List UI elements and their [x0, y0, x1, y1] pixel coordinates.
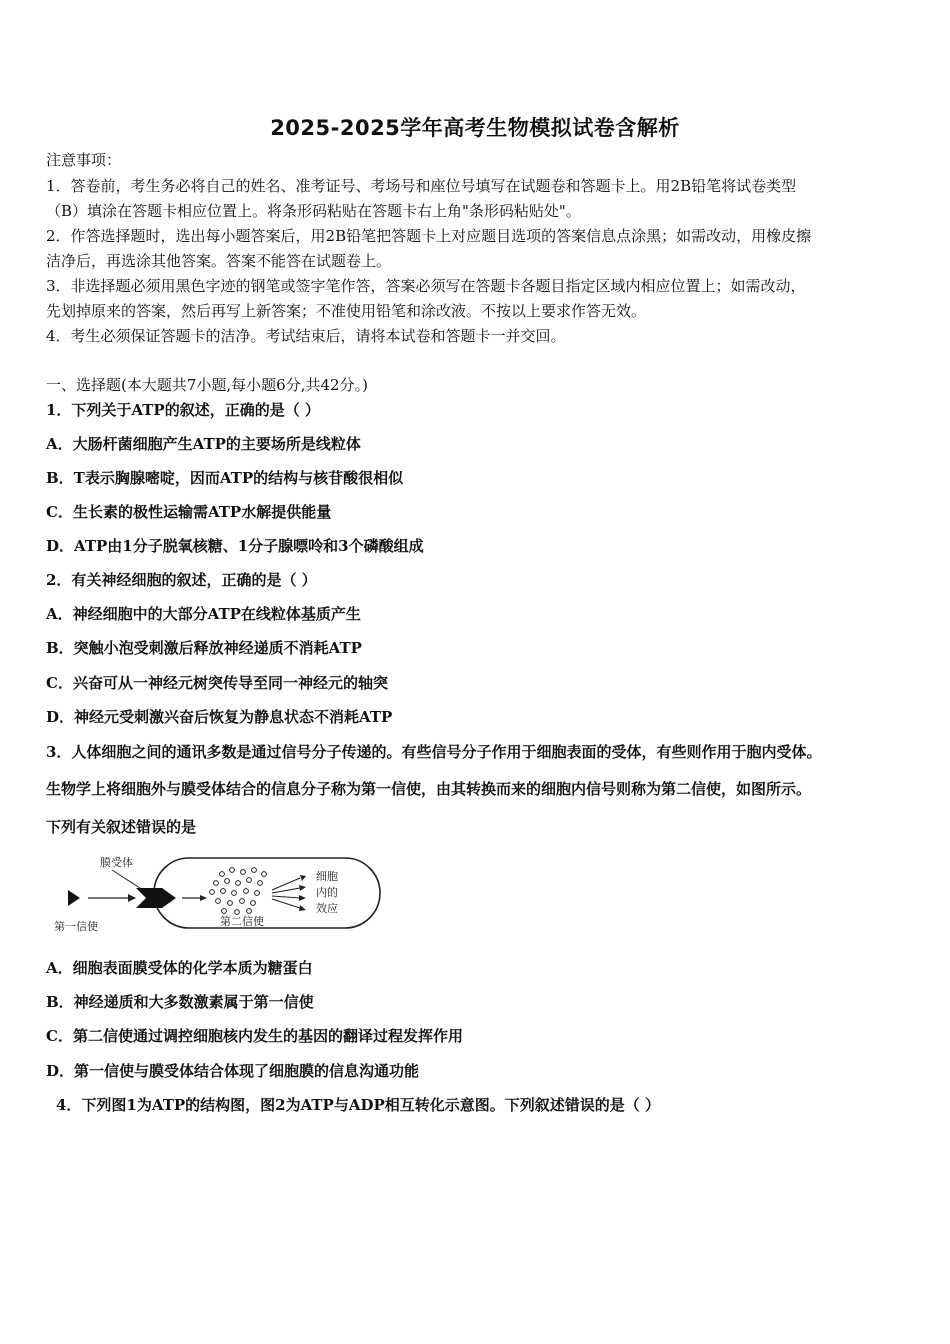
question-3-stem: 生物学上将细胞外与膜受体结合的信息分子称为第一信使，由其转换而来的细胞内信号则称为第二信使，如图所示。 — [46, 780, 812, 798]
effect-label-line: 细胞 — [316, 870, 338, 883]
notice-line: （B）填涂在答题卡相应位置上。将条形码粘贴在答题卡右上角"条形码粘贴处"。 — [46, 202, 581, 220]
first-messenger-label: 第一信使 — [54, 920, 98, 933]
question-2-option-b: B．突触小泡受刺激后释放神经递质不消耗ATP — [46, 639, 362, 657]
question-3-stem: 下列有关叙述错误的是 — [46, 818, 197, 836]
notice-line: 洁净后，再选涂其他答案。答案不能答在试题卷上。 — [46, 252, 392, 270]
question-4-stem: 4．下列图1为ATP的结构图，图2为ATP与ADP相互转化示意图。下列叙述错误的是（ ） — [56, 1096, 660, 1114]
effect-arrows — [272, 878, 300, 908]
first-messenger-shape — [68, 890, 80, 906]
membrane-receptor-label: 膜受体 — [100, 856, 133, 869]
membrane-receptor-shape — [136, 888, 176, 908]
second-messenger-dots — [210, 868, 267, 915]
effect-label-line: 内的 — [316, 886, 338, 899]
question-1-stem: 1．下列关于ATP的叙述，正确的是（ ） — [46, 401, 320, 419]
question-1-option-d: D．ATP由1分子脱氧核糖、1分子腺嘌呤和3个磷酸组成 — [46, 537, 424, 555]
question-2-option-d: D．神经元受刺激兴奋后恢复为静息状态不消耗ATP — [46, 708, 393, 726]
arrow-head — [128, 894, 136, 902]
section-heading: 一、选择题(本大题共7小题,每小题6分,共42分。) — [46, 376, 368, 394]
notice-line: 4．考生必须保证答题卡的洁净。考试结束后，请将本试卷和答题卡一并交回。 — [46, 327, 566, 345]
page-title: 2025-2025学年高考生物模拟试卷含解析 — [270, 116, 680, 140]
question-3-option-d: D．第一信使与膜受体结合体现了细胞膜的信息沟通功能 — [46, 1062, 420, 1080]
question-2-stem: 2．有关神经细胞的叙述，正确的是（ ） — [46, 571, 317, 589]
notice-line: 先划掉原来的答案，然后再写上新答案；不准使用铅笔和涂改液。不按以上要求作答无效。 — [46, 302, 647, 320]
question-3-option-c: C．第二信使通过调控细胞核内发生的基因的翻译过程发挥作用 — [46, 1027, 463, 1045]
question-1-option-a: A．大肠杆菌细胞产生ATP的主要场所是线粒体 — [46, 435, 361, 453]
question-3-option-b: B．神经递质和大多数激素属于第一信使 — [46, 993, 314, 1011]
notice-line: 2．作答选择题时，选出每小题答案后，用2B铅笔把答题卡上对应题目选项的答案信息点涂黑；如需改动，用橡皮擦 — [46, 227, 812, 245]
question-1-option-c: C．生长素的极性运输需ATP水解提供能量 — [46, 503, 332, 521]
notice-heading: 注意事项： — [46, 151, 122, 169]
cell-outline — [154, 858, 380, 928]
question-3-stem: 3．人体细胞之间的通讯多数是通过信号分子传递的。有些信号分子作用于细胞表面的受体，有些则作用于胞内受体。 — [46, 743, 822, 761]
effect-arrow-heads — [299, 875, 306, 911]
effect-label-line: 效应 — [316, 902, 338, 915]
question-1-option-b: B．T表示胸腺嘧啶，因而ATP的结构与核苷酸很相似 — [46, 469, 404, 487]
arrow-head — [200, 895, 207, 901]
question-2-option-a: A．神经细胞中的大部分ATP在线粒体基质产生 — [46, 605, 361, 623]
receptor-pointer-line — [112, 870, 140, 888]
question-3-option-a: A．细胞表面膜受体的化学本质为糖蛋白 — [46, 959, 313, 977]
question-2-option-c: C．兴奋可从一神经元树突传导至同一神经元的轴突 — [46, 674, 388, 692]
signal-transduction-diagram — [50, 848, 390, 940]
second-messenger-label: 第二信使 — [220, 915, 264, 928]
notice-line: 3．非选择题必须用黑色字迹的钢笔或签字笔作答，答案必须写在答题卡各题目指定区域内相应位置上；如需改动， — [46, 277, 806, 295]
notice-line: 1．答卷前，考生务必将自己的姓名、准考证号、考场号和座位号填写在试题卷和答题卡上。用2B铅笔将试卷类型 — [46, 177, 797, 195]
